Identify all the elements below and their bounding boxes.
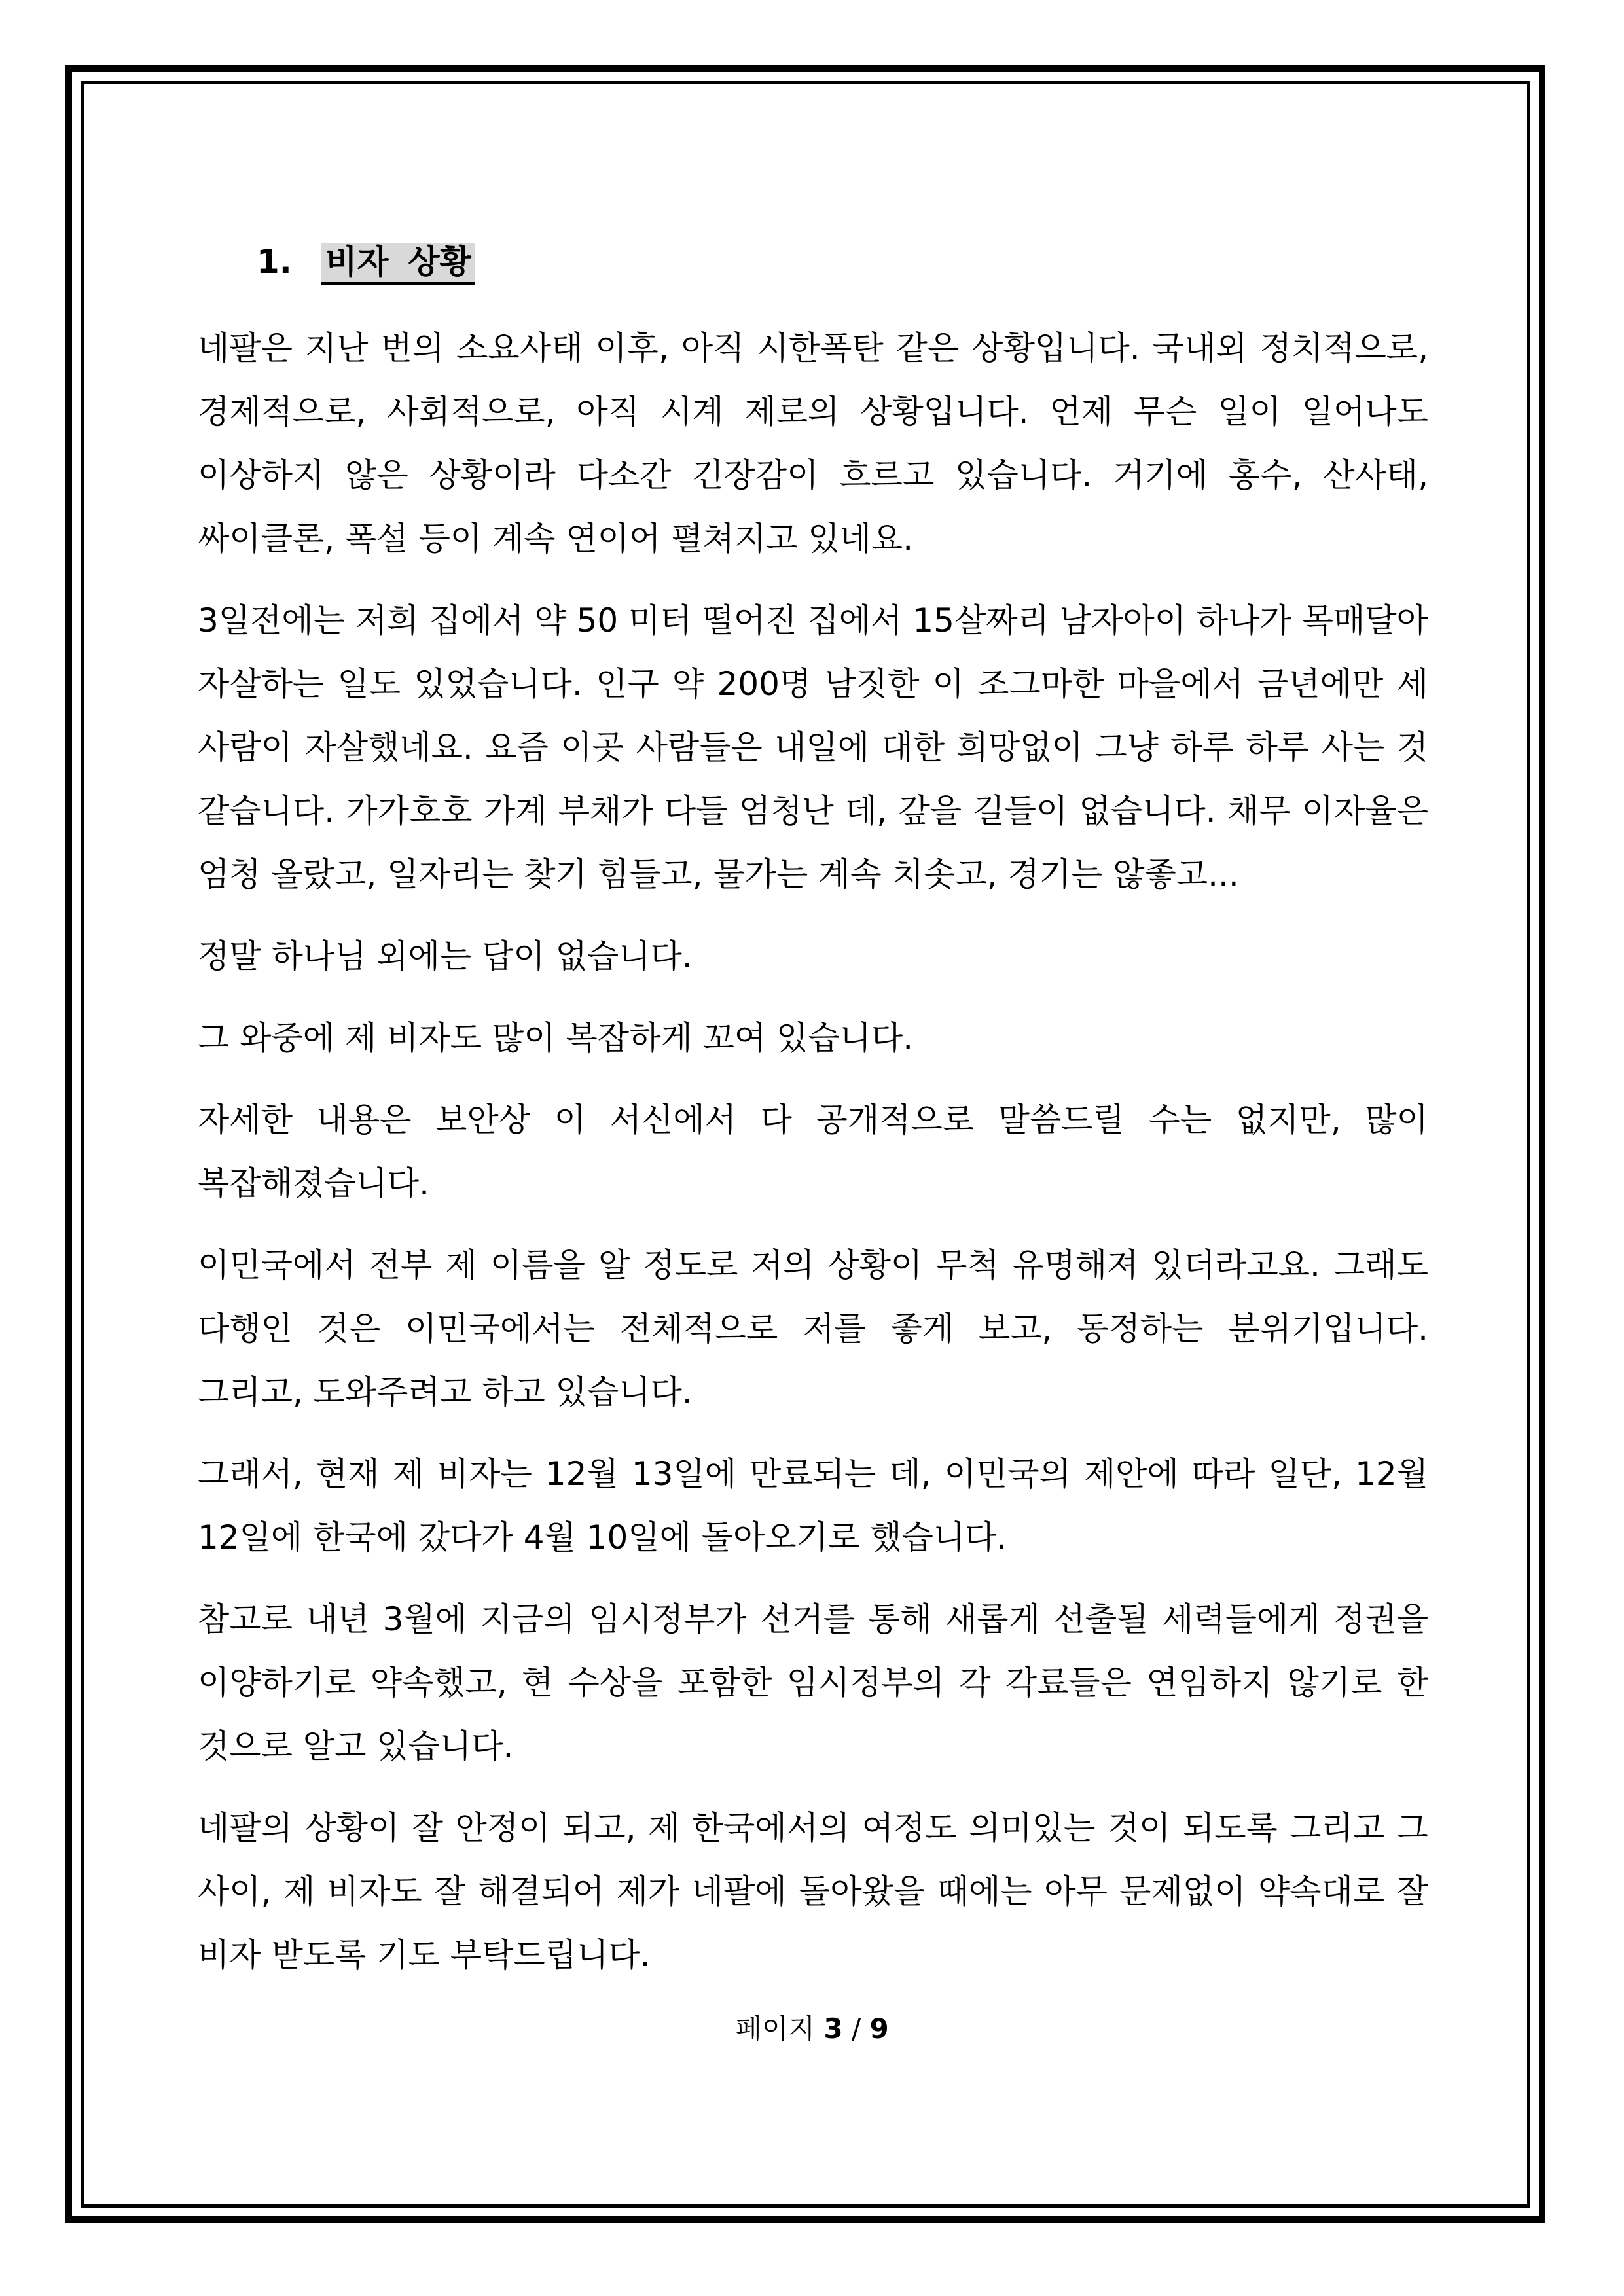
paragraph-7: 그래서, 현재 제 비자는 12월 13일에 만료되는 데, 이민국의 제안에 따라 일단, 12월 12일에 한국에 갔다가 4월 10일에 돌아오기로 했습니다. (198, 1455, 1428, 1556)
page-footer (0, 2009, 1624, 2049)
page-label: 페이지 (735, 2013, 815, 2045)
paragraph-1: 네팔은 지난 번의 소요사태 이후, 아직 시한폭탄 같은 상황입니다. 국내외 정치적으로, 경제적으로, 사회적으로, 아직 시계 제로의 상황입니다. 언제 무슨 일이 일어나도 이상하지 않은 상황이라 다소간 긴장감이 흐르고 있습니다. 거기에 홍수, 산사태, 싸이클론, 폭설 등이 계속 연이어 펼쳐지고 있네요. (198, 329, 1428, 558)
paragraph-9: 네팔의 상황이 잘 안정이 되고, 제 한국에서의 여정도 의미있는 것이 되도록 그리고 그 사이, 제 비자도 잘 해결되어 제가 네팔에 돌아왔을 때에는 아무 문제없이 약속대로 잘 비자 받도록 기도 부탁드립니다. (198, 1809, 1428, 1974)
section-title: 비자 상황 (321, 243, 475, 285)
paragraph-4: 그 와중에 제 비자도 많이 복잡하게 꼬여 있습니다. (198, 1019, 914, 1057)
paragraph-8: 참고로 내년 3월에 지금의 임시정부가 선거를 통해 새롭게 선출될 세력들에게 정권을 이양하기로 약속했고, 현 수상을 포함한 임시정부의 각 각료들은 연임하지 않기로 한 것으로 알고 있습니다. (198, 1600, 1428, 1765)
section-heading (257, 236, 1428, 288)
page-separator: / (851, 2013, 861, 2045)
paragraph-6: 이민국에서 전부 제 이름을 알 정도로 저의 상황이 무척 유명해져 있더라고요. 그래도 다행인 것은 이민국에서는 전체적으로 저를 좋게 보고, 동정하는 분위기입니다. 그리고, 도와주려고 하고 있습니다. (198, 1246, 1428, 1411)
page-current: 3 (823, 2013, 843, 2045)
paragraph-5: 자세한 내용은 보안상 이 서신에서 다 공개적으로 말씀드릴 수는 없지만, 많이 복잡해졌습니다. (198, 1101, 1428, 1202)
paragraph-2: 3일전에는 저희 집에서 약 50 미터 떨어진 집에서 15살짜리 남자아이 하나가 목매달아 자살하는 일도 있었습니다. 인구 약 200명 남짓한 이 조그마한 마을에서 금년에만 세 사람이 자살했네요. 요즘 이곳 사람들은 내일에 대한 희망없이 그냥 하루 하루 사는 것 같습니다. 가가호호 가계 부채가 다들 엄청난 데, 갚을 길들이 없습니다. 채무 이자율은 엄청 올랐고, 일자리는 찾기 힘들고, 물가는 계속 치솟고, 경기는 않좋고... (198, 601, 1428, 893)
document-body (198, 236, 1428, 2005)
section-number: 1. (257, 243, 292, 281)
paragraph-3: 정말 하나님 외에는 답이 없습니다. (198, 937, 693, 975)
page-total: 9 (869, 2013, 889, 2045)
